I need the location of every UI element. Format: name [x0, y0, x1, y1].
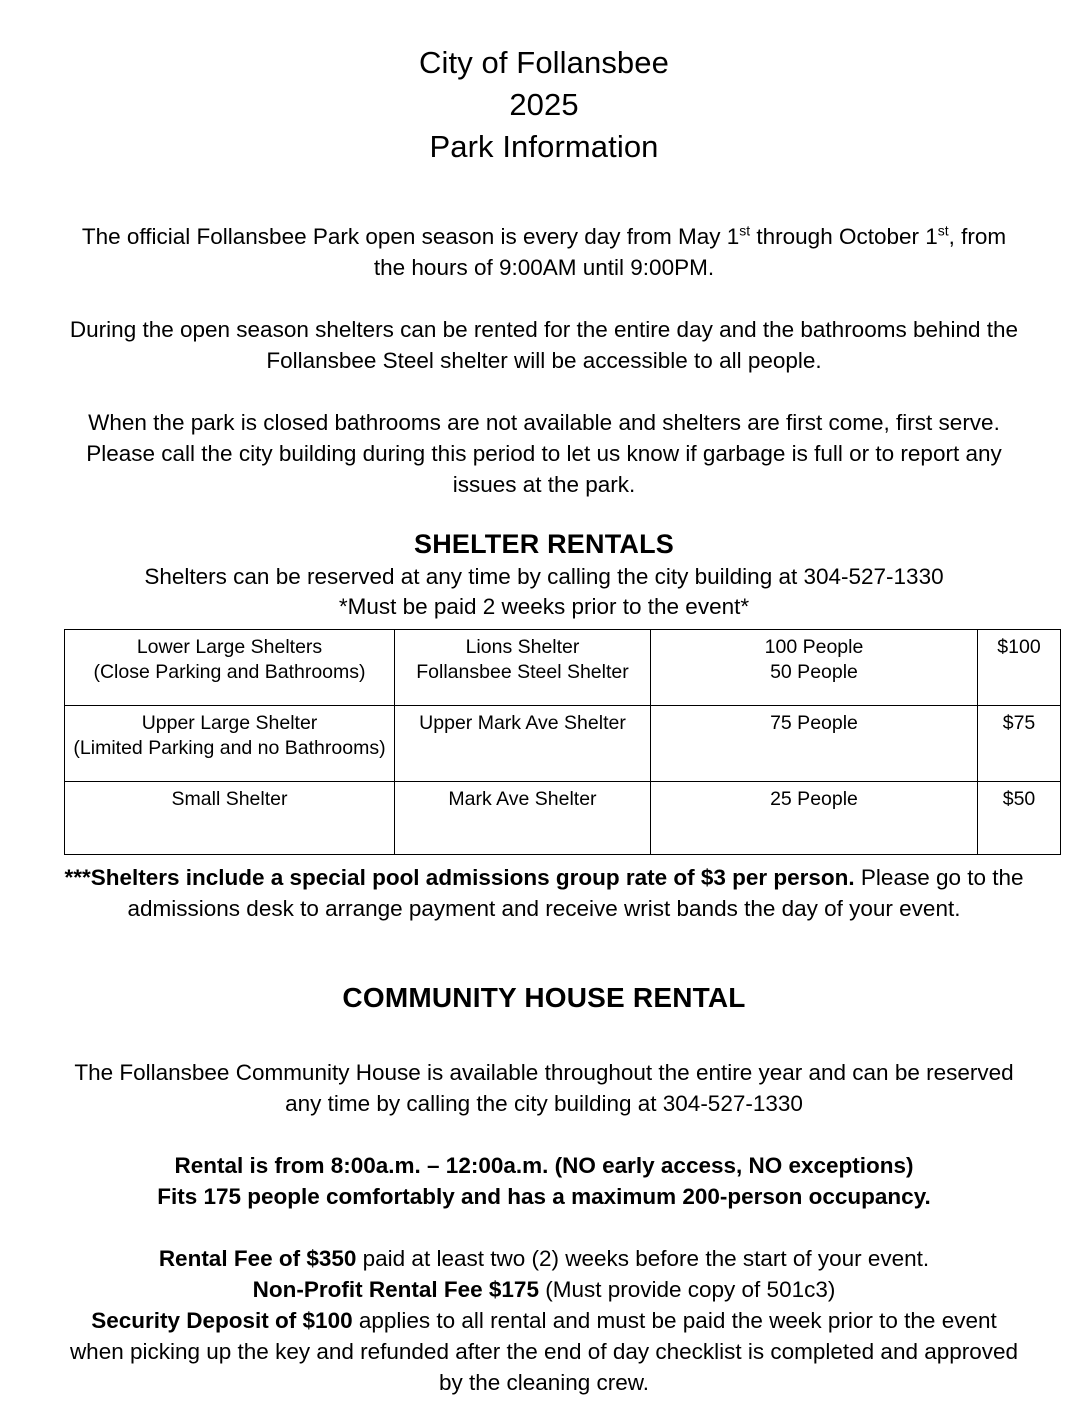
- community-house-fees-block: [64, 1243, 1024, 1398]
- cell-capacity: [651, 706, 978, 782]
- heading-shelter-rentals: SHELTER RENTALS: [413, 529, 674, 559]
- table-row: [65, 706, 1061, 782]
- page-title: [64, 42, 1024, 168]
- deposit-rest: applies to all rental and must be paid the week prior to the event when picking up the key and refunded after the end of day checklist is completed and approved by the cleaning crew.: [69, 1308, 1019, 1395]
- community-house-availability: The Follansbee Community House is available throughout the entire year and can be reserved any time by calling the city building at 304-527-1330: [74, 1060, 1014, 1116]
- pool-note-bold: ***Shelters include a special pool admissions group rate of $3 per person.: [64, 865, 855, 890]
- category-name: Lower Large Shelters: [136, 636, 323, 658]
- shelter-reserve-line: Shelters can be reserved at any time by calling the city building at 304-527-1330: [144, 564, 944, 589]
- rental-fee-line: [64, 1243, 1024, 1274]
- capacity-1: 25 People: [770, 788, 858, 810]
- paragraph-park-closed: When the park is closed bathrooms are not available and shelters are first come, first serve. Please call the city building during this period to let us know if garbage is full or to report any issues at the park.: [86, 410, 1002, 497]
- community-house-hours-block: [64, 1150, 1024, 1212]
- title-line-year: 2025: [509, 87, 579, 122]
- cell-category: [65, 782, 395, 855]
- deposit-bold: Security Deposit of $100: [91, 1308, 353, 1333]
- category-name: Small Shelter: [171, 788, 288, 810]
- category-name: Upper Large Shelter: [141, 712, 318, 734]
- cell-price: $75: [978, 706, 1061, 782]
- capacity-2: 50 People: [770, 661, 858, 683]
- open-season-pre: The official Follansbee Park open season is every day from May 1: [81, 224, 740, 249]
- cell-capacity: [651, 782, 978, 855]
- nonprofit-fee-bold: Non-Profit Rental Fee $175: [252, 1277, 539, 1302]
- cell-shelter-names: [395, 782, 651, 855]
- open-season-mid: through October 1: [750, 224, 938, 249]
- cell-price: $100: [978, 630, 1061, 706]
- heading-community-house-rental: COMMUNITY HOUSE RENTAL: [342, 982, 746, 1013]
- cell-capacity: [651, 630, 978, 706]
- shelter-name-1: Lions Shelter: [465, 636, 580, 658]
- cell-category: [65, 630, 395, 706]
- ordinal-suffix-october: st: [937, 222, 949, 239]
- cell-shelter-names: [395, 630, 651, 706]
- document-content: [64, 0, 1041, 1398]
- nonprofit-fee-line: [64, 1274, 1024, 1305]
- security-deposit-line: [64, 1305, 1024, 1398]
- category-note: (Close Parking and Bathrooms): [93, 661, 366, 683]
- capacity-1: 75 People: [770, 712, 858, 734]
- open-season-post: , from the hours of 9:00AM until 9:00PM.: [373, 224, 1007, 280]
- paragraph-open-season: [64, 221, 1024, 283]
- shelter-rental-table: [64, 629, 1061, 855]
- cell-price: $50: [978, 782, 1061, 855]
- capacity-1: 100 People: [764, 636, 864, 658]
- shelter-name-1: Mark Ave Shelter: [448, 788, 597, 810]
- cell-category: [65, 706, 395, 782]
- paragraph-during-season: During the open season shelters can be rented for the entire day and the bathrooms behind the Follansbee Steel shelter will be accessible to all people.: [69, 317, 1019, 373]
- shelter-payment-line: *Must be paid 2 weeks prior to the event*: [338, 594, 750, 619]
- cell-shelter-names: [395, 706, 651, 782]
- pool-note-rest: Please go to the admissions desk to arrange payment and receive wrist bands the day of your event.: [127, 865, 1024, 921]
- rental-fee-bold: Rental Fee of $350: [158, 1246, 357, 1271]
- shelter-name-2: Follansbee Steel Shelter: [416, 661, 629, 683]
- shelter-name-1: Upper Mark Ave Shelter: [419, 712, 626, 734]
- pool-admissions-note: [64, 862, 1024, 924]
- rental-fee-rest: paid at least two (2) weeks before the start of your event.: [356, 1246, 930, 1271]
- rental-hours-line: Rental is from 8:00a.m. – 12:00a.m. (NO early access, NO exceptions): [174, 1153, 914, 1178]
- table-row: [65, 782, 1061, 855]
- nonprofit-fee-rest: (Must provide copy of 501c3): [538, 1277, 836, 1302]
- title-line-subject: Park Information: [429, 129, 659, 164]
- category-note: (Limited Parking and no Bathrooms): [73, 737, 386, 759]
- table-row: [65, 630, 1061, 706]
- occupancy-line: Fits 175 people comfortably and has a maximum 200-person occupancy.: [157, 1184, 931, 1209]
- ordinal-suffix-may: st: [739, 222, 751, 239]
- title-line-city: City of Follansbee: [419, 45, 669, 80]
